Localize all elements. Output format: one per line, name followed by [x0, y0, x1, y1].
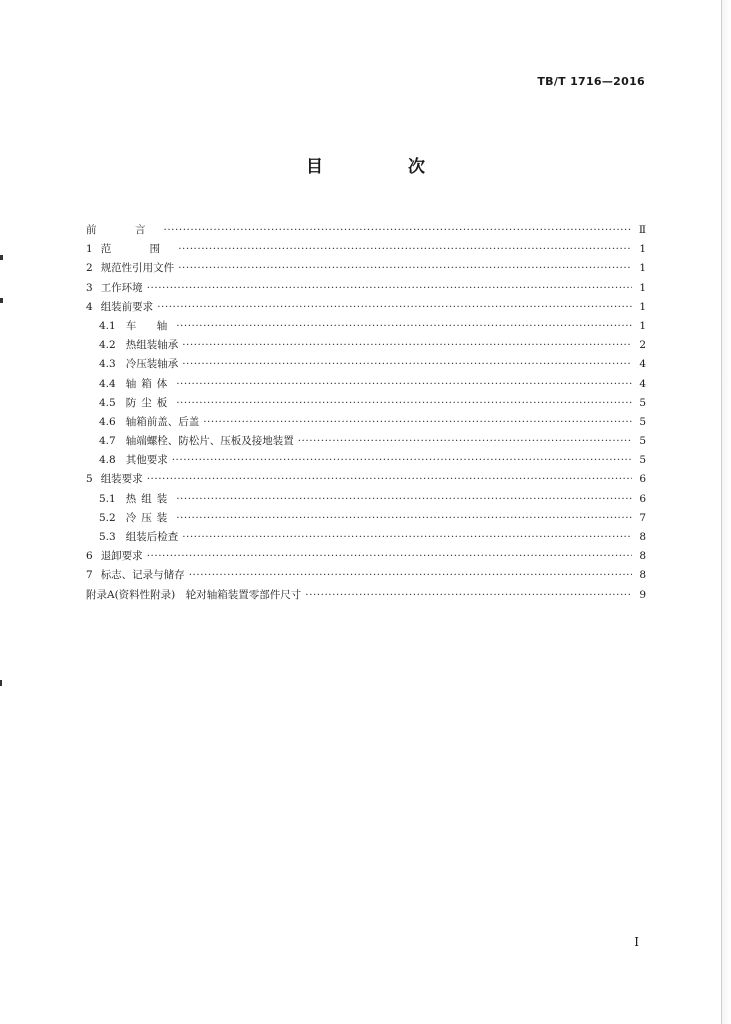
- toc-entry-page: 1: [639, 281, 646, 294]
- toc-dot-leader: [189, 569, 632, 581]
- toc-entry[interactable]: [86, 452, 646, 471]
- toc-entry-page: 1: [639, 243, 646, 256]
- toc-entry-label: 轴箱前盖、后盖: [125, 415, 200, 428]
- toc-entry-number: 4.1: [99, 319, 116, 332]
- toc-entry-label: 冷压装轴承: [125, 358, 179, 371]
- toc-entry-number: 4.3: [99, 358, 116, 371]
- toc-entry[interactable]: [86, 222, 646, 241]
- toc-dot-leader: [176, 397, 632, 409]
- standard-code: TB/T 1716—2016: [537, 75, 645, 88]
- toc-entry-label: 组装要求: [100, 473, 143, 486]
- toc-entry-page: 5: [639, 454, 646, 467]
- toc-entry-label: 组装前要求: [100, 300, 154, 313]
- toc-entry[interactable]: [86, 318, 646, 337]
- toc-entry[interactable]: [86, 299, 646, 318]
- toc-entry-page: 5: [639, 435, 646, 448]
- toc-entry-page: 6: [639, 473, 646, 486]
- toc-dot-leader: [147, 282, 632, 294]
- toc-entry-label: 防尘板: [125, 396, 173, 409]
- toc-entry[interactable]: [86, 260, 646, 279]
- toc-entry-page: 1: [639, 262, 646, 275]
- toc-dot-leader: [172, 454, 632, 466]
- toc-entry-label: 范 围: [100, 243, 175, 256]
- toc-entry-number: 1: [86, 243, 93, 256]
- toc-entry[interactable]: [86, 395, 646, 414]
- toc-entry-page: 8: [639, 531, 646, 543]
- toc-entry-label: 车 轴: [125, 319, 173, 332]
- toc-entry-page: 5: [639, 415, 646, 428]
- table-of-contents: [86, 222, 646, 606]
- toc-entry-number: 4.5: [99, 396, 116, 409]
- toc-entry-number: 4.8: [99, 454, 116, 467]
- toc-entry-label: 轴端螺栓、防松片、压板及接地装置: [125, 435, 294, 448]
- toc-entry-number: 6: [86, 550, 93, 563]
- toc-entry-label: 附录A(资料性附录) 轮对轴箱装置零部件尺寸: [86, 588, 302, 601]
- toc-entry[interactable]: [86, 529, 646, 548]
- toc-entry-number: 2: [86, 262, 93, 275]
- page-number: Ⅰ: [634, 935, 639, 949]
- toc-entry-number: 4.2: [99, 339, 116, 352]
- toc-entry[interactable]: [86, 491, 646, 510]
- toc-entry-label: 退卸要求: [100, 550, 143, 563]
- toc-dot-leader: [147, 550, 632, 562]
- toc-entry[interactable]: [86, 433, 646, 452]
- toc-entry-label: 热组装: [125, 492, 173, 505]
- toc-entry-page: 4: [639, 377, 646, 390]
- toc-entry-label: 组装后检查: [125, 531, 179, 543]
- toc-entry-number: 4.7: [99, 435, 116, 448]
- toc-entry-number: 7: [86, 569, 93, 582]
- scan-mark: [0, 298, 3, 303]
- toc-dot-leader: [157, 301, 632, 313]
- toc-dot-leader: [176, 378, 632, 390]
- toc-entry[interactable]: [86, 471, 646, 490]
- toc-dot-leader: [178, 243, 632, 255]
- toc-entry-page: 5: [639, 396, 646, 409]
- toc-entry-label: 标志、记录与储存: [100, 569, 185, 582]
- toc-dot-leader: [147, 473, 632, 485]
- toc-dot-leader: [305, 589, 632, 601]
- toc-dot-leader: [182, 339, 632, 351]
- toc-entry[interactable]: [86, 337, 646, 356]
- toc-dot-leader: [178, 262, 632, 274]
- toc-dot-leader: [298, 435, 632, 447]
- toc-entry-page: 6: [639, 492, 646, 505]
- toc-entry[interactable]: [86, 280, 646, 299]
- toc-entry-page: 1: [639, 300, 646, 313]
- toc-entry-number: 4.4: [99, 377, 116, 390]
- toc-dot-leader: [182, 358, 632, 370]
- toc-entry[interactable]: [86, 241, 646, 260]
- toc-entry-page: 1: [639, 319, 646, 332]
- toc-entry-number: 5.2: [99, 511, 116, 524]
- toc-entry-page: 8: [639, 550, 646, 563]
- toc-entry[interactable]: [86, 548, 646, 567]
- toc-entry[interactable]: [86, 376, 646, 395]
- toc-entry[interactable]: [86, 356, 646, 375]
- toc-entry-label: 热组装轴承: [125, 339, 179, 352]
- toc-entry-number: 4.6: [99, 415, 116, 428]
- toc-dot-leader: [164, 224, 633, 236]
- scan-mark: [0, 680, 2, 686]
- toc-entry-label: 工作环境: [100, 281, 143, 294]
- toc-entry[interactable]: [86, 567, 646, 586]
- toc-dot-leader: [182, 531, 632, 543]
- toc-dot-leader: [176, 493, 632, 505]
- toc-title: 目 次: [306, 157, 459, 177]
- toc-entry-page: 4: [639, 358, 646, 371]
- toc-entry-number: 5.3: [99, 531, 116, 543]
- toc-dot-leader: [203, 416, 632, 428]
- toc-entry-page: Ⅱ: [638, 224, 646, 236]
- toc-entry-page: 9: [639, 588, 646, 601]
- toc-entry-number: 4: [86, 300, 93, 313]
- toc-dot-leader: [176, 512, 632, 524]
- toc-entry-page: 8: [639, 569, 646, 582]
- toc-dot-leader: [176, 320, 632, 332]
- toc-entry-label: 前 言: [86, 224, 160, 236]
- toc-entry-label: 冷压装: [125, 511, 173, 524]
- toc-entry[interactable]: [86, 510, 646, 529]
- toc-entry-number: 3: [86, 281, 93, 294]
- toc-entry-page: 2: [639, 339, 646, 352]
- toc-entry-label: 轴箱体: [125, 377, 173, 390]
- toc-entry-label: 规范性引用文件: [100, 262, 175, 275]
- toc-entry[interactable]: [86, 414, 646, 433]
- toc-entry-page: 7: [639, 511, 646, 524]
- toc-entry[interactable]: [86, 587, 646, 606]
- toc-entry-number: 5.1: [99, 492, 116, 505]
- scan-mark: [0, 255, 3, 260]
- toc-entry-number: 5: [86, 473, 93, 486]
- toc-entry-label: 其他要求: [125, 454, 168, 467]
